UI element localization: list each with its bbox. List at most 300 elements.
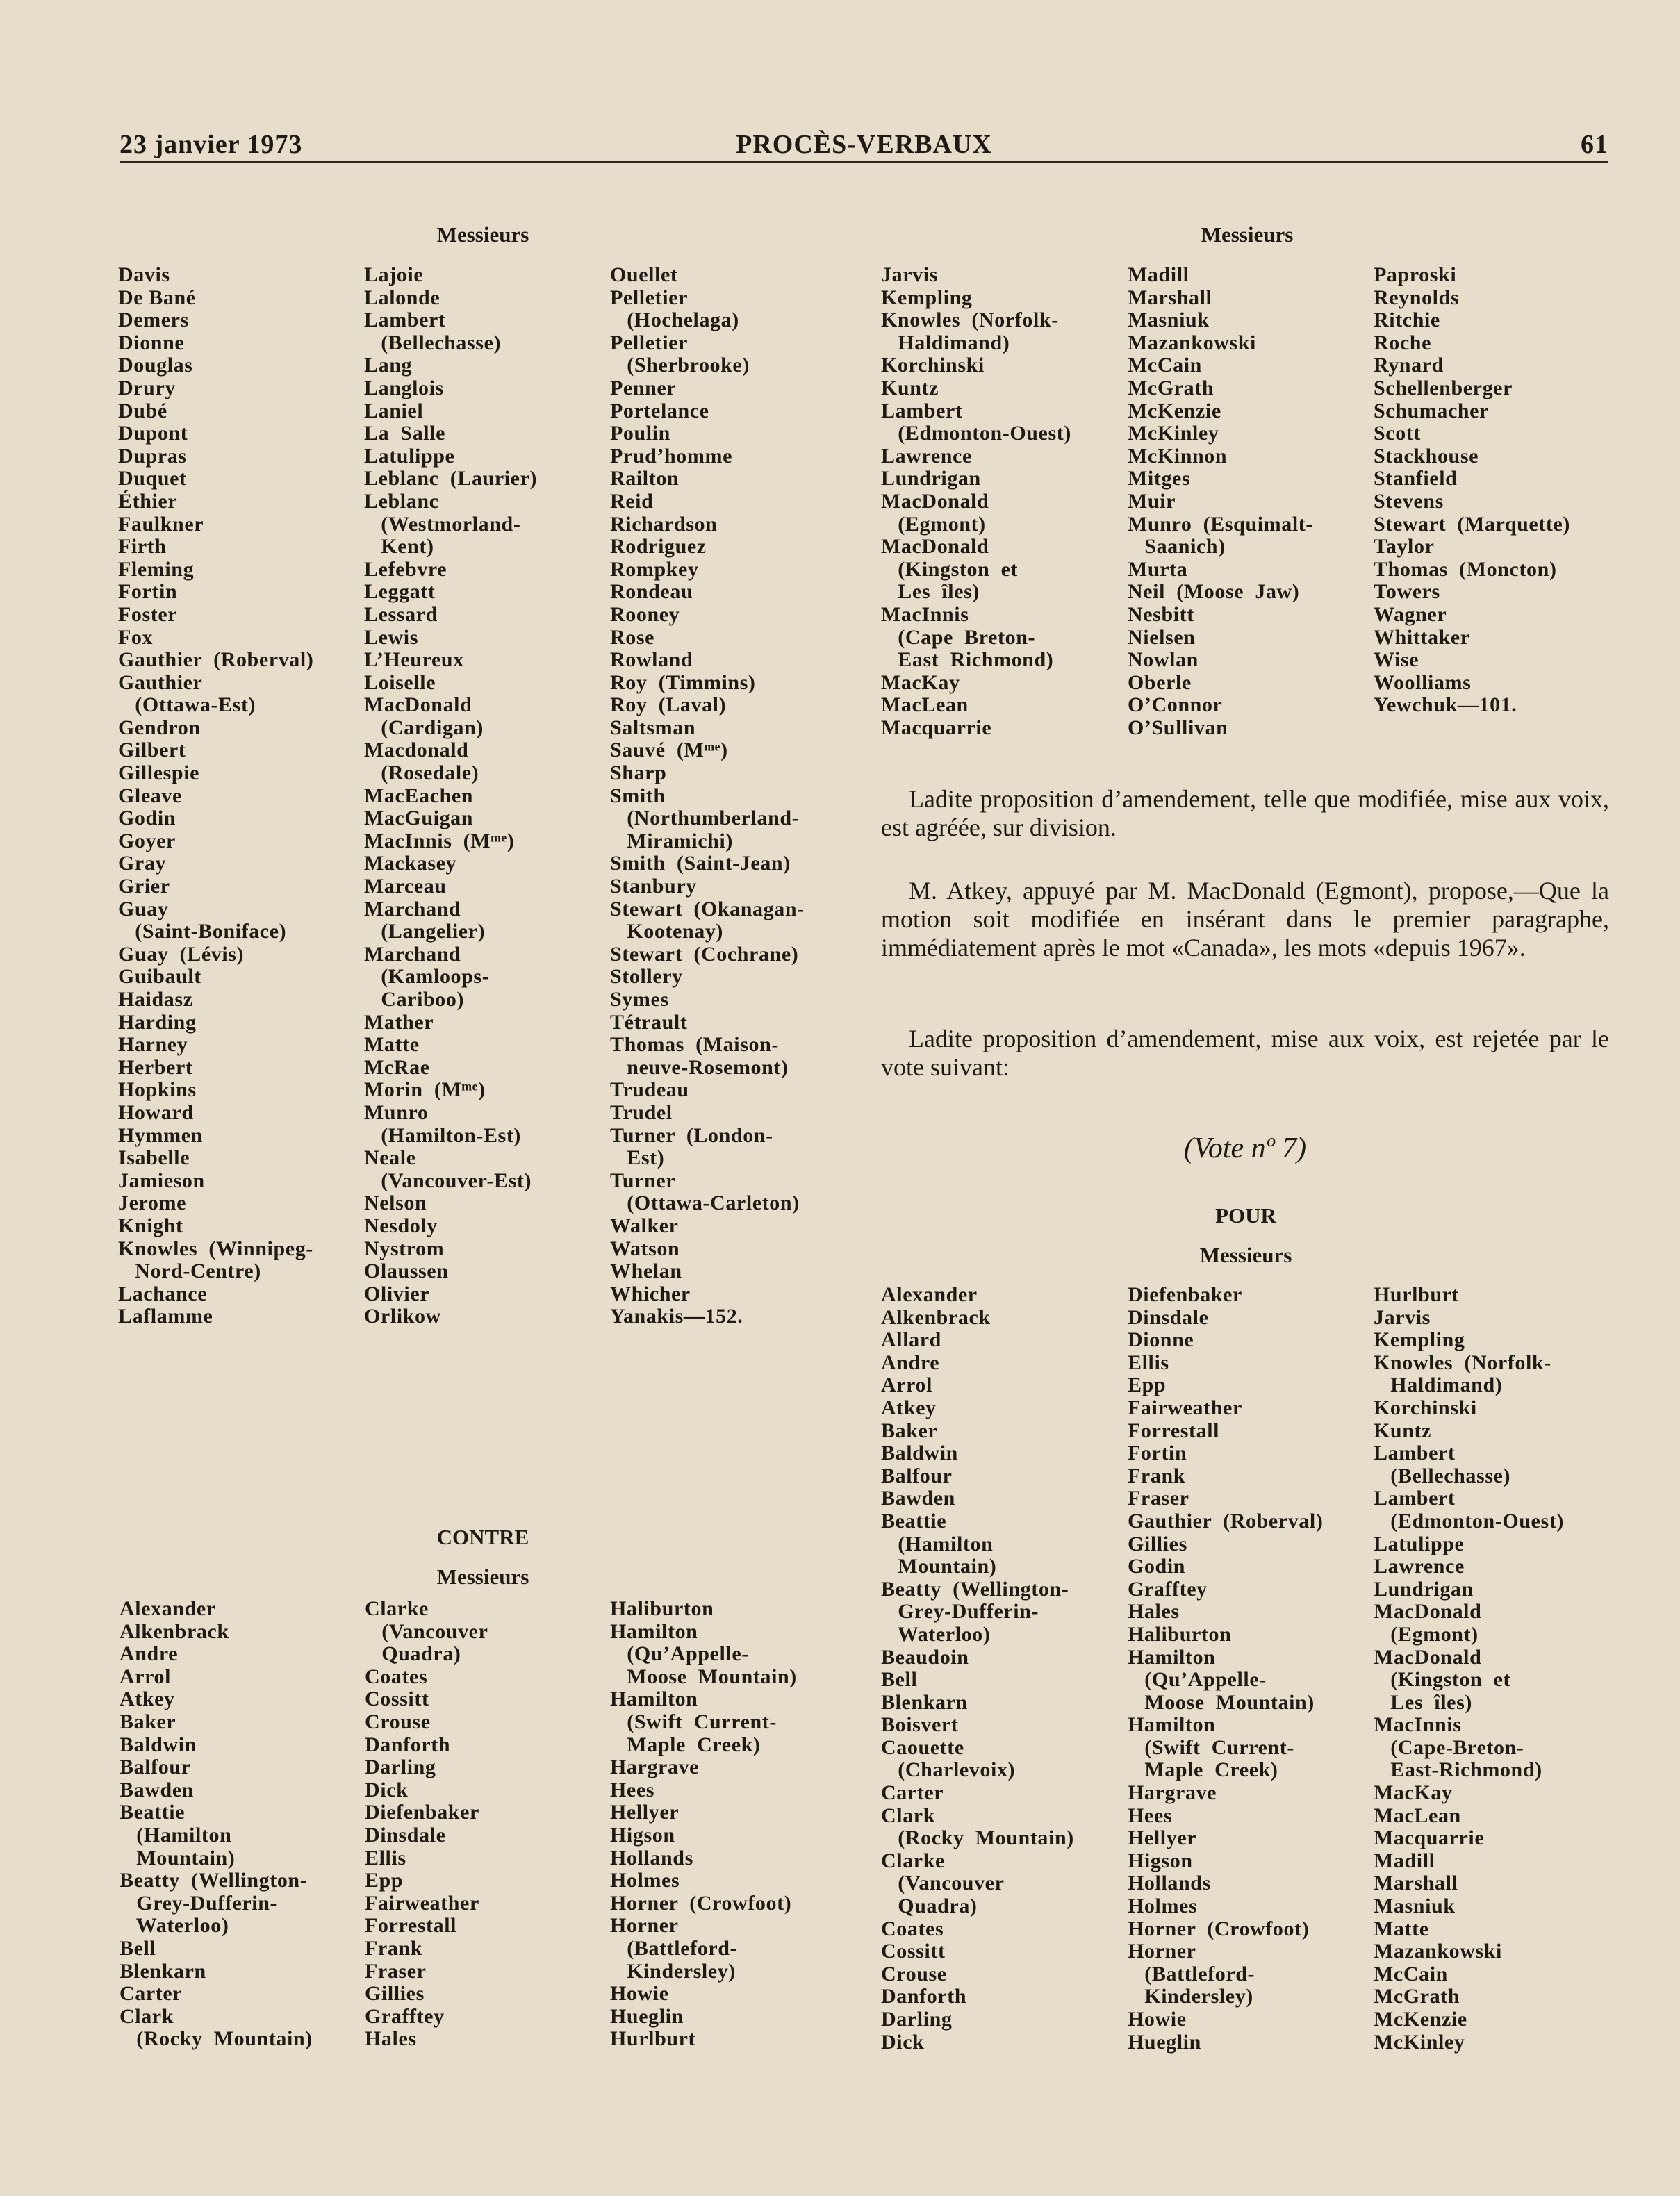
- member-name: Rondeau: [610, 580, 693, 604]
- member-name: Fleming: [118, 557, 195, 581]
- member-name: (Vancouver: [881, 1872, 1005, 1895]
- name-column: [1374, 1284, 1564, 2054]
- member-name: Dinsdale: [1128, 1305, 1209, 1329]
- member-name: Kempling: [881, 286, 973, 309]
- member-name: Yanakis—152.: [610, 1305, 743, 1328]
- member-name: Stevens: [1374, 489, 1444, 513]
- name-column: [881, 1284, 1074, 2054]
- name-column: [1128, 264, 1313, 739]
- member-name: O’Connor: [1128, 693, 1223, 717]
- member-name: (Kingston et: [881, 557, 1019, 581]
- member-name: (Westmorland-: [364, 512, 521, 536]
- member-name: Moose Mountain): [610, 1665, 797, 1688]
- member-name: Lefebvre: [364, 557, 447, 581]
- member-name: Bawden: [120, 1778, 194, 1801]
- member-name: McKinley: [1128, 422, 1219, 445]
- member-name: Oberle: [1128, 670, 1192, 694]
- member-name: (Qu’Appelle-: [610, 1642, 749, 1666]
- member-name: Latulippe: [1374, 1532, 1465, 1555]
- member-name: (Cape-Breton-: [1374, 1735, 1524, 1759]
- member-name: Portelance: [610, 399, 709, 422]
- member-name: Kindersley): [610, 1959, 736, 1983]
- member-name: MacEachen: [364, 784, 474, 807]
- member-name: Olivier: [364, 1282, 430, 1305]
- member-name: (Rosedale): [364, 761, 479, 785]
- member-name: (Northumberland-: [610, 807, 800, 830]
- member-name: Madill: [1374, 1849, 1435, 1872]
- member-name: Yewchuk—101.: [1374, 693, 1517, 717]
- member-name: Lawrence: [1374, 1555, 1465, 1578]
- member-name: (Egmont): [1374, 1622, 1479, 1646]
- member-name: Taylor: [1374, 535, 1435, 559]
- member-name: Holmes: [610, 1869, 680, 1892]
- member-name: MacKay: [881, 670, 960, 694]
- member-name: Grey-Dufferin-: [120, 1891, 278, 1915]
- member-name: Gillies: [365, 1982, 425, 2006]
- member-name: Maple Creek): [1128, 1758, 1278, 1782]
- member-name: (Cardigan): [364, 716, 484, 739]
- member-name: Hurlburt: [1374, 1283, 1460, 1306]
- member-name: Holmes: [1128, 1894, 1198, 1918]
- member-name: Roy (Timmins): [610, 670, 756, 694]
- member-name: Saanich): [1128, 535, 1226, 559]
- member-name: (Vancouver: [365, 1619, 488, 1643]
- member-name: Railton: [610, 467, 680, 490]
- member-name: Richardson: [610, 512, 718, 536]
- member-name: Quadra): [365, 1642, 461, 1666]
- member-name: (Swift Current-: [1128, 1735, 1294, 1759]
- member-name: Hees: [610, 1778, 655, 1801]
- member-name: MacKay: [1374, 1781, 1453, 1805]
- member-name: Whicher: [610, 1282, 691, 1305]
- member-name: Stewart (Okanagan-: [610, 897, 805, 920]
- name-column: [120, 1598, 313, 2051]
- member-name: Diefenbaker: [1128, 1283, 1242, 1306]
- member-name: Est): [610, 1146, 665, 1170]
- member-name: Frank: [365, 1936, 423, 1960]
- member-name: Dick: [881, 2030, 925, 2054]
- member-name: Gray: [118, 852, 167, 875]
- name-column: [118, 264, 313, 1328]
- member-name: Stollery: [610, 965, 683, 989]
- member-name: Danforth: [365, 1733, 451, 1756]
- member-name: Scott: [1374, 422, 1421, 445]
- member-name: Whelan: [610, 1260, 682, 1283]
- member-name: Kent): [364, 535, 434, 559]
- member-name: Laniel: [364, 399, 424, 422]
- heading-contre: CONTRE: [436, 1525, 529, 1549]
- member-name: McGrath: [1128, 376, 1214, 399]
- vote-number: (Vote nº 7): [1183, 1132, 1307, 1164]
- member-name: McKinnon: [1128, 444, 1228, 468]
- member-name: Sharp: [610, 761, 667, 785]
- member-name: Fraser: [1128, 1487, 1189, 1510]
- member-name: Neale: [364, 1146, 416, 1170]
- member-name: Éthier: [118, 489, 178, 513]
- heading-messieurs-upper-right: Messieurs: [1201, 222, 1294, 247]
- member-name: Murta: [1128, 557, 1188, 581]
- member-name: Mazankowski: [1374, 1940, 1502, 1963]
- name-column: [610, 1598, 797, 2051]
- member-name: McGrath: [1374, 1985, 1460, 2008]
- member-name: Darling: [365, 1756, 436, 1779]
- member-name: Lundrigan: [1374, 1577, 1474, 1601]
- member-name: Mazankowski: [1128, 331, 1256, 354]
- member-name: Fairweather: [1128, 1396, 1242, 1419]
- member-name: Dinsdale: [365, 1823, 446, 1847]
- member-name: Danforth: [881, 1985, 967, 2008]
- member-name: Foster: [118, 602, 178, 626]
- member-name: Lachance: [118, 1282, 208, 1305]
- member-name: Marshall: [1374, 1872, 1458, 1895]
- member-name: (Sherbrooke): [610, 354, 750, 377]
- member-name: Lambert: [1374, 1442, 1456, 1465]
- member-name: Horner: [610, 1914, 679, 1938]
- member-name: Crouse: [881, 1962, 947, 1986]
- member-name: Jarvis: [1374, 1305, 1431, 1329]
- paragraph-amendment-agreed: Ladite proposition d’amendement, telle que modifiée, mise aux voix, est agréée, sur division.: [881, 785, 1609, 841]
- member-name: Lambert: [364, 308, 446, 332]
- member-name: Balfour: [120, 1756, 191, 1779]
- member-name: Jamieson: [118, 1169, 205, 1192]
- member-name: Mitges: [1128, 467, 1191, 490]
- member-name: Rodriguez: [610, 535, 707, 559]
- member-name: Matte: [1374, 1917, 1429, 1940]
- member-name: Beatty (Wellington-: [881, 1577, 1069, 1601]
- member-name: Fortin: [118, 580, 178, 604]
- member-name: Beattie: [120, 1801, 186, 1824]
- member-name: Cossitt: [365, 1687, 429, 1711]
- member-name: Nesdoly: [364, 1214, 438, 1237]
- member-name: Haidasz: [118, 988, 193, 1011]
- member-name: O’Sullivan: [1128, 716, 1228, 739]
- member-name: Latulippe: [364, 444, 455, 468]
- member-name: (Battleford-: [610, 1936, 738, 1960]
- member-name: MacLean: [881, 693, 969, 717]
- member-name: Coates: [365, 1665, 428, 1688]
- member-name: Thomas (Moncton): [1374, 557, 1557, 581]
- member-name: Howie: [610, 1982, 669, 2006]
- member-name: Godin: [118, 807, 176, 830]
- member-name: Fraser: [365, 1959, 427, 1983]
- member-name: MacInnis: [1374, 1713, 1462, 1737]
- member-name: Miramichi): [610, 829, 733, 852]
- member-name: Cossitt: [881, 1940, 946, 1963]
- member-name: Watson: [610, 1237, 680, 1260]
- member-name: Harding: [118, 1010, 197, 1034]
- member-name: Howie: [1128, 2008, 1187, 2031]
- member-name: Trudeau: [610, 1078, 689, 1102]
- member-name: Turner (London-: [610, 1123, 773, 1147]
- member-name: Bell: [120, 1936, 156, 1960]
- member-name: Bell: [881, 1668, 918, 1692]
- member-name: Knowles (Winnipeg-: [118, 1237, 313, 1260]
- name-column: [364, 264, 537, 1328]
- member-name: (Qu’Appelle-: [1128, 1668, 1267, 1692]
- member-name: Rose: [610, 625, 655, 649]
- member-name: Knight: [118, 1214, 183, 1237]
- member-name: (Kamloops-: [364, 965, 490, 989]
- member-name: L’Heureux: [364, 648, 464, 672]
- member-name: Frank: [1128, 1464, 1186, 1487]
- member-name: Neil (Moose Jaw): [1128, 580, 1300, 604]
- member-name: Grafftey: [365, 2004, 445, 2028]
- member-name: Crouse: [365, 1710, 431, 1733]
- member-name: McKenzie: [1128, 399, 1221, 422]
- member-name: (Vancouver-Est): [364, 1169, 532, 1192]
- member-name: Maple Creek): [610, 1733, 761, 1756]
- member-name: Darling: [881, 2008, 953, 2031]
- member-name: Atkey: [881, 1396, 937, 1419]
- member-name: Marshall: [1128, 286, 1212, 309]
- member-name: Carter: [881, 1781, 944, 1805]
- member-name: Jarvis: [881, 263, 938, 286]
- member-name: Baker: [120, 1710, 176, 1733]
- member-name: Orlikow: [364, 1305, 441, 1328]
- member-name: Caouette: [881, 1735, 964, 1759]
- name-column: [1374, 264, 1570, 717]
- member-name: MacDonald: [1374, 1600, 1482, 1624]
- member-name: Macquarrie: [1374, 1826, 1485, 1850]
- member-name: Morin (Mᵐᵉ): [364, 1078, 486, 1102]
- member-name: Kempling: [1374, 1328, 1465, 1352]
- member-name: Waterloo): [120, 1914, 229, 1938]
- member-name: Alexander: [881, 1283, 978, 1306]
- member-name: (Rocky Mountain): [120, 2027, 313, 2051]
- member-name: Smith: [610, 784, 666, 807]
- member-name: Clarke: [881, 1849, 945, 1872]
- name-column: [1128, 1284, 1323, 2054]
- member-name: Haliburton: [610, 1597, 714, 1620]
- member-name: Hymmen: [118, 1123, 203, 1147]
- member-name: Clark: [881, 1803, 935, 1827]
- member-name: Davis: [118, 263, 170, 286]
- member-name: Goyer: [118, 829, 176, 852]
- member-name: Mather: [364, 1010, 434, 1034]
- member-name: (Ottawa-Est): [118, 693, 256, 717]
- member-name: Nystrom: [364, 1237, 445, 1260]
- member-name: Hellyer: [1128, 1826, 1197, 1850]
- member-name: Hales: [365, 2027, 417, 2051]
- member-name: Korchinski: [881, 354, 985, 377]
- member-name: Andre: [881, 1351, 940, 1374]
- member-name: McRae: [364, 1055, 430, 1079]
- member-name: (Swift Current-: [610, 1710, 777, 1733]
- member-name: Stewart (Marquette): [1374, 512, 1571, 536]
- member-name: (Hochelaga): [610, 308, 739, 332]
- member-name: Grier: [118, 875, 170, 898]
- member-name: Gillespie: [118, 761, 200, 785]
- member-name: Arrol: [120, 1665, 172, 1688]
- member-name: Munro (Esquimalt-: [1128, 512, 1313, 536]
- member-name: (Charlevoix): [881, 1758, 1016, 1782]
- member-name: Carter: [120, 1982, 183, 2006]
- member-name: Lawrence: [881, 444, 972, 468]
- member-name: McCain: [1374, 1962, 1448, 1986]
- member-name: Rompkey: [610, 557, 699, 581]
- member-name: Smith (Saint-Jean): [610, 852, 791, 875]
- member-name: Forrestall: [365, 1914, 457, 1938]
- member-name: Prud’homme: [610, 444, 732, 468]
- member-name: Boisvert: [881, 1713, 959, 1737]
- member-name: Rynard: [1374, 354, 1444, 377]
- member-name: Arrol: [881, 1373, 933, 1397]
- member-name: Ritchie: [1374, 308, 1440, 332]
- member-name: Marchand: [364, 942, 461, 966]
- heading-pour: POUR: [1215, 1203, 1276, 1228]
- member-name: Hellyer: [610, 1801, 680, 1824]
- member-name: Guay (Lévis): [118, 942, 245, 966]
- member-name: East-Richmond): [1374, 1758, 1542, 1782]
- member-name: Lambert: [1374, 1487, 1456, 1510]
- member-name: Baldwin: [881, 1442, 958, 1465]
- member-name: Hees: [1128, 1803, 1173, 1827]
- member-name: Hollands: [1128, 1872, 1211, 1895]
- member-name: Baldwin: [120, 1733, 197, 1756]
- member-name: Dupont: [118, 422, 188, 445]
- member-name: Fox: [118, 625, 154, 649]
- member-name: Horner: [1128, 1940, 1196, 1963]
- member-name: Nord-Centre): [118, 1260, 261, 1283]
- member-name: Hales: [1128, 1600, 1180, 1624]
- member-name: Baker: [881, 1419, 938, 1442]
- member-name: Roche: [1374, 331, 1431, 354]
- header-date: 23 janvier 1973: [120, 130, 303, 159]
- member-name: East Richmond): [881, 648, 1054, 672]
- member-name: Lalonde: [364, 286, 440, 309]
- heading-messieurs-contre: Messieurs: [436, 1565, 529, 1589]
- member-name: Lessard: [364, 602, 438, 626]
- member-name: Lambert: [881, 399, 963, 422]
- member-name: Pelletier: [610, 286, 688, 309]
- member-name: Godin: [1128, 1555, 1186, 1578]
- member-name: Beattie: [881, 1509, 947, 1533]
- member-name: Knowles (Norfolk-: [881, 308, 1059, 332]
- member-name: Hamilton: [610, 1619, 698, 1643]
- member-name: Matte: [364, 1033, 420, 1057]
- member-name: Marchand: [364, 897, 461, 920]
- member-name: (Bellechasse): [364, 331, 502, 354]
- heading-messieurs-upper-left: Messieurs: [436, 222, 529, 247]
- member-name: Jerome: [118, 1191, 186, 1215]
- member-name: Hamilton: [1128, 1645, 1216, 1669]
- member-name: Coates: [881, 1917, 944, 1940]
- member-name: Horner (Crowfoot): [610, 1891, 792, 1915]
- member-name: Symes: [610, 988, 669, 1011]
- member-name: Moose Mountain): [1128, 1690, 1315, 1714]
- member-name: Olaussen: [364, 1260, 449, 1283]
- member-name: (Egmont): [881, 512, 986, 536]
- member-name: Dupras: [118, 444, 187, 468]
- member-name: Rowland: [610, 648, 693, 672]
- member-name: Firth: [118, 535, 167, 559]
- member-name: Hopkins: [118, 1078, 197, 1102]
- member-name: Gauthier (Roberval): [1128, 1509, 1324, 1533]
- member-name: Alkenbrack: [120, 1619, 229, 1643]
- member-name: Herbert: [118, 1055, 193, 1079]
- member-name: Isabelle: [118, 1146, 190, 1170]
- member-name: Fortin: [1128, 1442, 1187, 1465]
- member-name: Lewis: [364, 625, 418, 649]
- member-name: Rooney: [610, 602, 680, 626]
- member-name: Roy (Laval): [610, 693, 727, 717]
- member-name: (Rocky Mountain): [881, 1826, 1074, 1850]
- member-name: Paproski: [1374, 263, 1457, 286]
- member-name: Stanbury: [610, 875, 697, 898]
- member-name: Epp: [365, 1869, 404, 1892]
- member-name: Fairweather: [365, 1891, 479, 1915]
- member-name: Nesbitt: [1128, 602, 1194, 626]
- member-name: Douglas: [118, 354, 193, 377]
- member-name: Gleave: [118, 784, 182, 807]
- member-name: Clarke: [365, 1597, 429, 1620]
- member-name: Haliburton: [1128, 1622, 1232, 1646]
- member-name: Schellenberger: [1374, 376, 1513, 399]
- member-name: Stanfield: [1374, 467, 1458, 490]
- member-name: Madill: [1128, 263, 1189, 286]
- member-name: Hargrave: [1128, 1781, 1217, 1805]
- member-name: McKinley: [1374, 2030, 1465, 2054]
- member-name: Atkey: [120, 1687, 175, 1711]
- member-name: Knowles (Norfolk-: [1374, 1351, 1551, 1374]
- member-name: Mountain): [881, 1555, 997, 1578]
- member-name: Hueglin: [1128, 2030, 1201, 2054]
- member-name: Les îles): [1374, 1690, 1472, 1714]
- member-name: Kootenay): [610, 920, 724, 943]
- member-name: Ouellet: [610, 263, 678, 286]
- member-name: Gillies: [1128, 1532, 1187, 1555]
- member-name: Lajoie: [364, 263, 424, 286]
- member-name: Langlois: [364, 376, 444, 399]
- member-name: Wise: [1374, 648, 1419, 672]
- member-name: Forrestall: [1128, 1419, 1220, 1442]
- member-name: Dionne: [1128, 1328, 1194, 1352]
- member-name: (Edmonton-Ouest): [1374, 1509, 1564, 1533]
- member-name: McCain: [1128, 354, 1202, 377]
- member-name: Thomas (Maison-: [610, 1033, 779, 1057]
- member-name: Allard: [881, 1328, 941, 1352]
- member-name: Nielsen: [1128, 625, 1196, 649]
- member-name: MacDonald: [881, 535, 989, 559]
- member-name: Beatty (Wellington-: [120, 1869, 308, 1892]
- member-name: Epp: [1128, 1373, 1167, 1397]
- member-name: Quadra): [881, 1894, 978, 1918]
- name-column: [365, 1598, 488, 2051]
- member-name: neuve-Rosemont): [610, 1055, 789, 1079]
- member-name: Bawden: [881, 1487, 955, 1510]
- member-name: Tétrault: [610, 1010, 688, 1034]
- member-name: Harney: [118, 1033, 188, 1057]
- member-name: Blenkarn: [120, 1959, 206, 1983]
- member-name: Gauthier (Roberval): [118, 648, 314, 672]
- member-name: Haldimand): [1374, 1373, 1503, 1397]
- member-name: Mountain): [120, 1846, 236, 1869]
- member-name: MacLean: [1374, 1803, 1461, 1827]
- member-name: MacDonald: [1374, 1645, 1482, 1669]
- member-name: Blenkarn: [881, 1690, 968, 1714]
- member-name: Laflamme: [118, 1305, 213, 1328]
- member-name: Higson: [610, 1823, 675, 1847]
- member-name: Hamilton: [1128, 1713, 1216, 1737]
- member-name: Waterloo): [881, 1622, 991, 1646]
- member-name: Pelletier: [610, 331, 688, 354]
- member-name: MacInnis: [881, 602, 969, 626]
- member-name: Turner: [610, 1169, 676, 1192]
- member-name: Dionne: [118, 331, 185, 354]
- member-name: Kindersley): [1128, 1985, 1253, 2008]
- member-name: Alexander: [120, 1597, 216, 1620]
- member-name: (Kingston et: [1374, 1668, 1511, 1692]
